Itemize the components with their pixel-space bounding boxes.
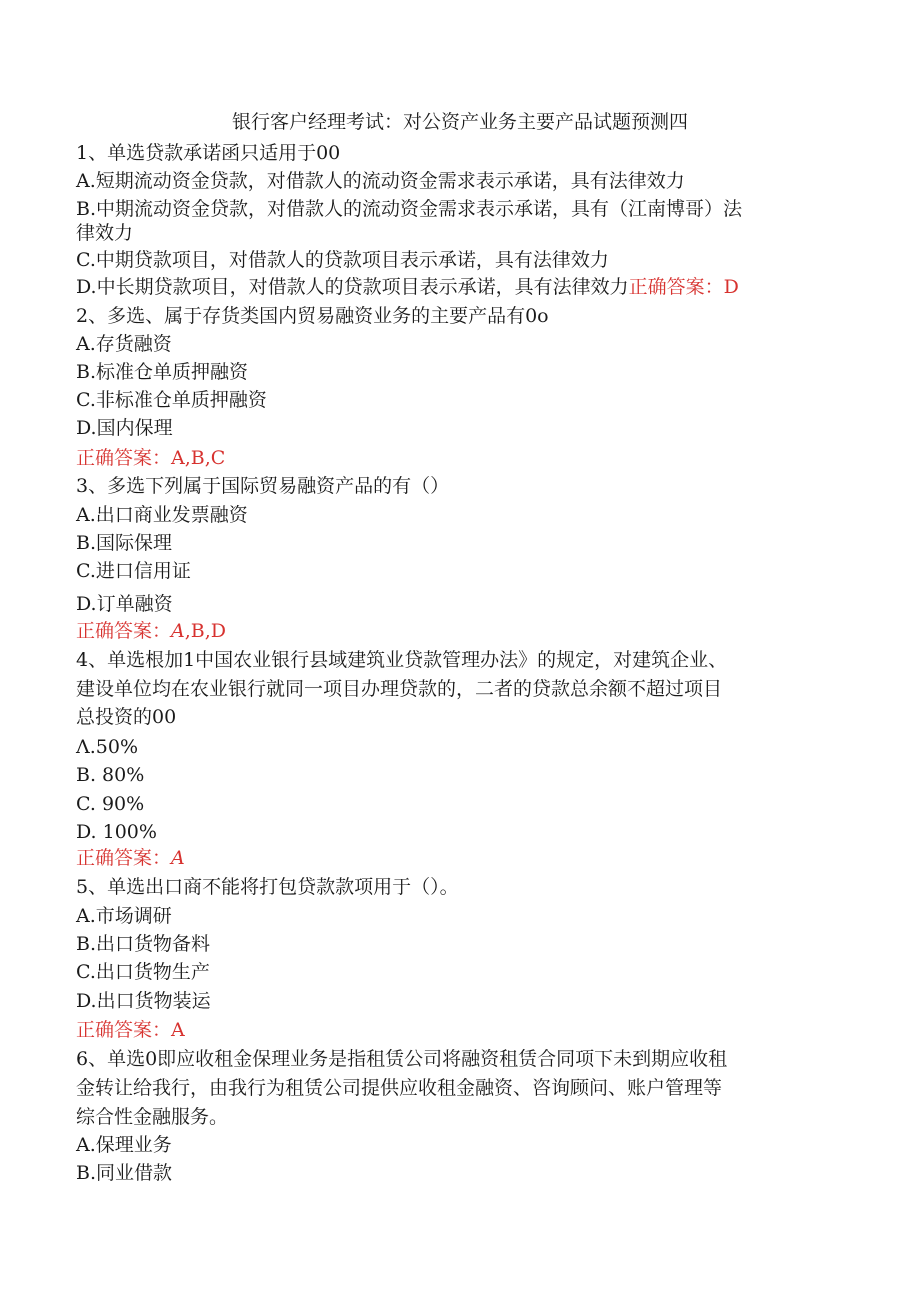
q1-option-a: A.短期流动资金贷款，对借款人的流动资金需求表示承诺，具有法律效力 [76, 170, 685, 192]
q6-stem-line2: 金转让给我行，由我行为租赁公司提供应收租金融资、咨询顾问、账户管理等 [76, 1077, 723, 1099]
q5-answer-label: 正确答案： [76, 1019, 172, 1041]
q2-answer-line [76, 444, 225, 472]
q3-option-a: A.出口商业发票融资 [76, 504, 248, 526]
q3-option-c: C.进口信用证 [76, 560, 191, 582]
q5-option-d: D.出口货物装运 [76, 990, 211, 1012]
q3-answer-line [76, 617, 226, 645]
q3-answer-value-rest: ,B,D [184, 620, 227, 642]
q2-stem: 2、多选、属于存货类国内贸易融资业务的主要产品有0o [76, 305, 549, 327]
q2-answer-value: A,B,C [171, 447, 226, 469]
q5-option-c: C.出口货物生产 [76, 961, 210, 983]
q1-stem: 1、单选贷款承诺函只适用于00 [76, 142, 341, 164]
q2-option-b: B.标准仓单质押融资 [76, 361, 249, 383]
q4-answer-line [76, 844, 185, 872]
q1-option-d: D.中长期贷款项目，对借款人的贷款项目表示承诺，具有法律效力 [76, 276, 629, 298]
q4-stem-line2: 建设单位均在农业银行就同一项目办理贷款的，二者的贷款总余额不超过项目 [76, 678, 723, 700]
q5-stem: 5、单选出口商不能将打包贷款款项用于（）。 [76, 876, 459, 898]
q4-answer-label: 正确答案： [76, 847, 172, 869]
q4-option-c: C. 90% [76, 793, 145, 815]
q4-option-a: Λ.50% [76, 736, 138, 758]
q3-option-b: B.国际保理 [76, 532, 173, 554]
document-title: 银行客户经理考试：对公资产业务主要产品试题预测四 [231, 111, 688, 133]
q3-answer-label: 正确答案： [76, 620, 172, 642]
q1-answer-label: 正确答案： [628, 276, 724, 298]
q1-option-b-line2: 律效力 [76, 222, 134, 244]
q2-option-c: C.非标准仓单质押融资 [76, 389, 267, 411]
q3-answer-value-italic: A [171, 620, 185, 642]
q2-option-d: D.国内保理 [76, 417, 173, 439]
q1-answer-value: D [723, 276, 739, 298]
q4-option-d: D. 100% [76, 821, 157, 843]
q2-answer-label: 正确答案： [76, 447, 172, 469]
q4-stem-line1: 4、单选根加1中国农业银行县域建筑业贷款管理办法》的规定，对建筑企业、 [76, 649, 728, 671]
q5-option-a: A.市场调研 [76, 905, 172, 927]
q2-option-a: A.存货融资 [76, 333, 172, 355]
q3-stem: 3、多选下列属于国际贸易融资产品的有（） [76, 475, 450, 497]
q1-option-b-line1: B.中期流动资金贷款，对借款人的流动资金需求表示承诺，具有（江南博哥）法 [76, 198, 743, 220]
q3-option-d: D.订单融资 [76, 593, 173, 615]
q4-stem-line3: 总投资的00 [76, 706, 177, 728]
q5-answer-line [76, 1016, 185, 1044]
q6-stem-line1: 6、单选0即应收租金保理业务是指租赁公司将融资租赁合同项下未到期应收租 [76, 1048, 728, 1070]
q6-option-b: B.同业借款 [76, 1162, 173, 1184]
q5-option-b: B.出口货物备料 [76, 933, 211, 955]
q5-answer-value: A [171, 1019, 185, 1041]
q6-option-a: A.保理业务 [76, 1134, 172, 1156]
q4-option-b: B. 80% [76, 764, 145, 786]
q1-option-c: C.中期贷款项目，对借款人的贷款项目表示承诺，具有法律效力 [76, 249, 609, 271]
q6-stem-line3: 综合性金融服务。 [76, 1106, 229, 1128]
q4-answer-value: A [171, 847, 185, 869]
q1-option-d-line [76, 273, 739, 301]
